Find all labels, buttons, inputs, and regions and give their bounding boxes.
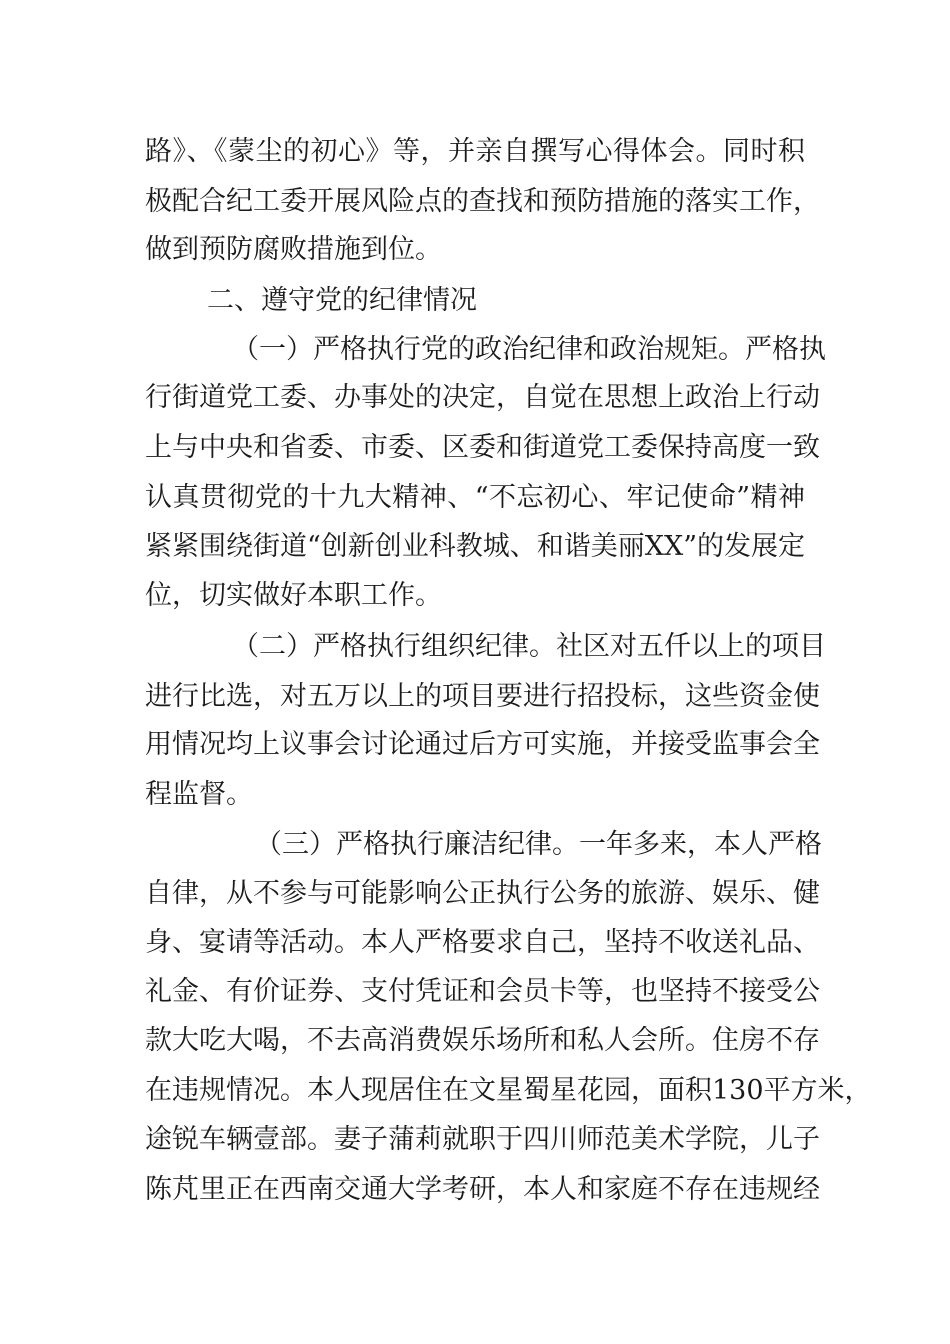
text-line: 紧紧围绕街道“创新创业科教城、和谐美丽XX”的发展定 [145, 531, 806, 562]
text-line: （一）严格执行党的政治纪律和政治规矩。严格执 [232, 334, 826, 365]
text-line: 路》、《蒙尘的初心》等，并亲自撰写心得体会。同时积 [145, 136, 805, 167]
text-line: 途锐车辆壹部。妻子蒲莉就职于四川师范美术学院，儿子 [145, 1124, 820, 1155]
text-line: 礼金、有价证券、支付凭证和会员卡等，也坚持不接受公 [145, 976, 820, 1007]
text-line: 极配合纪工委开展风险点的查找和预防措施的落实工作， [145, 186, 820, 217]
text-line: 认真贯彻党的十九大精神、“不忘初心、牢记使命”精神 [145, 482, 805, 513]
text-line: 款大吃大喝，不去高消费娱乐场所和私人会所。住房不存 [145, 1025, 820, 1056]
section-heading: 二、遵守党的纪律情况 [207, 285, 477, 316]
text-line: 做到预防腐败措施到位。 [145, 234, 442, 265]
text-line: 自律，从不参与可能影响公正执行公务的旅游、娱乐、健 [145, 878, 820, 909]
text-line: （三）严格执行廉洁纪律。一年多来，本人严格 [255, 829, 822, 860]
text-line: 进行比选，对五万以上的项目要进行招投标，这些资金使 [145, 681, 820, 712]
text-line: （二）严格执行组织纪律。社区对五仟以上的项目 [232, 631, 826, 662]
text-line: 陈芃里正在西南交通大学考研，本人和家庭不存在违规经 [145, 1174, 820, 1205]
text-line: 程监督。 [145, 779, 253, 810]
text-line: 在违规情况。本人现居住在文星蜀星花园，面积130平方米， [145, 1075, 872, 1106]
text-line: 行街道党工委、办事处的决定，自觉在思想上政治上行动 [145, 382, 820, 413]
text-line: 用情况均上议事会讨论通过后方可实施，并接受监事会全 [145, 729, 820, 760]
text-line: 身、宴请等活动。本人严格要求自己，坚持不收送礼品、 [145, 927, 820, 958]
text-line: 上与中央和省委、市委、区委和街道党工委保持高度一致 [145, 432, 820, 463]
text-line: 位，切实做好本职工作。 [145, 580, 442, 611]
